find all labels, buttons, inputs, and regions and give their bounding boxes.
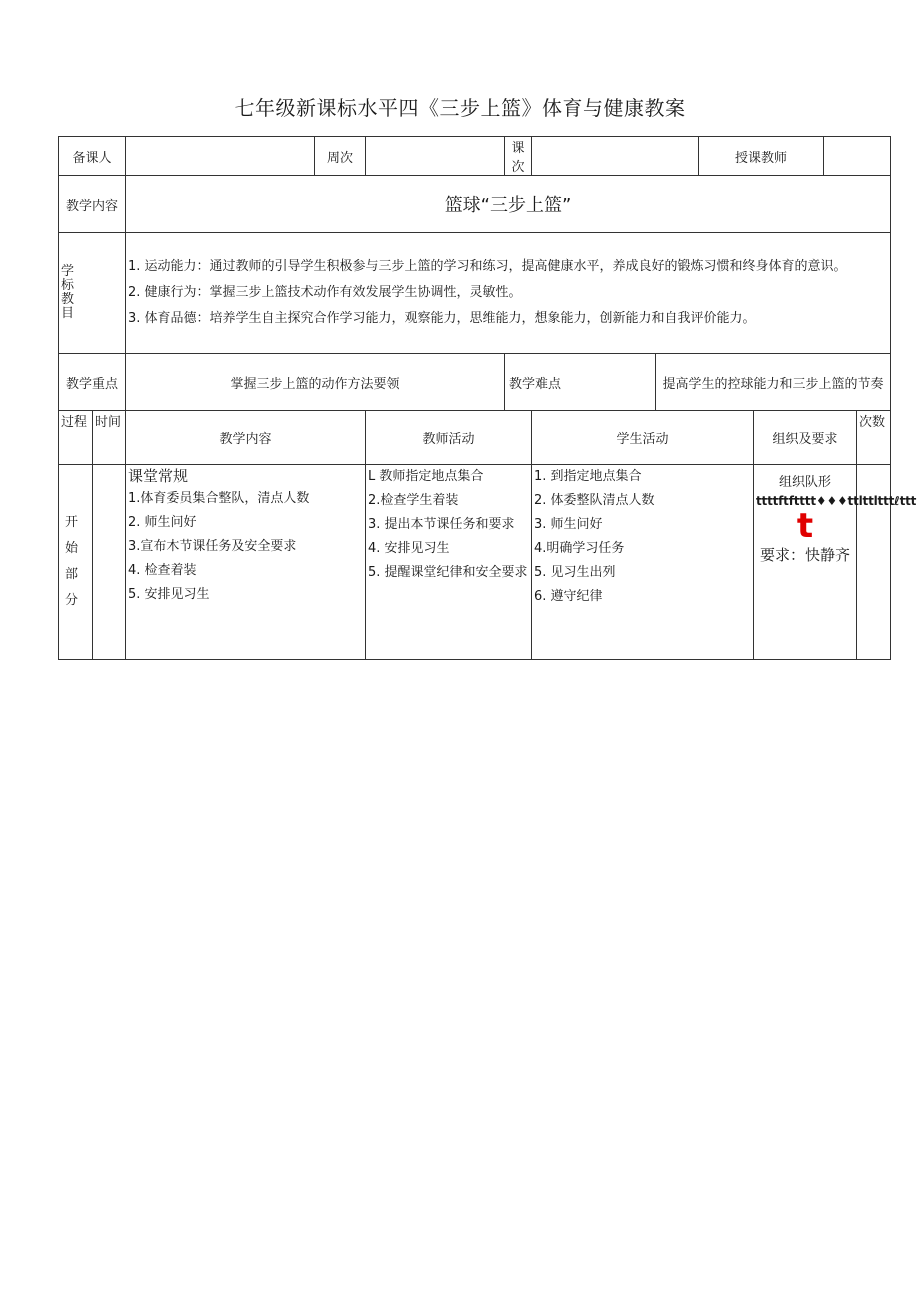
- teacher-item: 4. 安排见习生: [368, 541, 450, 556]
- week-label: 周次: [315, 137, 366, 176]
- col-teacher: 教师活动: [366, 411, 532, 465]
- goals-label: 学标教目: [61, 264, 75, 321]
- start-label-line2: 部分: [64, 567, 86, 608]
- teacher-value[interactable]: [824, 137, 891, 176]
- content-item: 2. 师生问好: [128, 515, 197, 530]
- content-row: [59, 176, 891, 233]
- start-student-cell: [532, 465, 754, 660]
- content-item: 3.宣布木节课任务及安全要求: [128, 539, 297, 554]
- student-item: 1. 到指定地点集合: [534, 469, 642, 484]
- content-head: 课堂常规: [128, 467, 189, 485]
- start-content-cell: [126, 465, 366, 660]
- col-count: 次数: [857, 411, 891, 465]
- student-item: 4.明确学习任务: [534, 541, 625, 556]
- start-label-line1: 开始: [64, 515, 86, 556]
- start-organization-cell: [754, 465, 917, 660]
- content-item: 5. 安排见习生: [128, 587, 210, 602]
- key-points-row: [59, 354, 891, 411]
- goal-item: 3. 体育品德：培养学生自主探究合作学习能力，观察能力，思维能力，想象能力，创新能力和自我评价能力。: [128, 311, 756, 326]
- formation-diagram: ttttftftttt♦♦♦ttlttltttℓttt: [756, 494, 917, 508]
- org-requirement: 要求：快静齐: [760, 546, 851, 564]
- teacher-label: 授课教师: [699, 137, 824, 176]
- student-item: 5. 见习生出列: [534, 565, 616, 580]
- focus-label: 教学重点: [59, 354, 126, 411]
- focus-value: 掌握三步上篮的动作方法要领: [126, 354, 505, 411]
- preparer-label: 备课人: [59, 137, 126, 176]
- goals-label-cell: [59, 233, 126, 354]
- start-label-cell: [59, 465, 93, 660]
- preparer-value[interactable]: [126, 137, 315, 176]
- student-item: 2. 体委整队清点人数: [534, 493, 655, 508]
- content-item: 1.体育委员集合整队，清点人数: [128, 491, 310, 506]
- week-value[interactable]: [366, 137, 505, 176]
- goals-list: [126, 233, 891, 354]
- start-time-cell: [93, 465, 126, 660]
- teacher-item: 5. 提醒课堂纪律和安全要求: [368, 565, 528, 580]
- lesson-plan-table: [58, 136, 917, 660]
- student-item: 3. 师生问好: [534, 517, 603, 532]
- goal-item: 2. 健康行为：掌握三步上篮技术动作有效发展学生协调性，灵敏性。: [128, 285, 522, 300]
- col-organization: 组织及要求: [754, 411, 857, 465]
- col-student: 学生活动: [532, 411, 754, 465]
- lesson-value[interactable]: [532, 137, 699, 176]
- header-row: [59, 137, 891, 176]
- teacher-item: L 教师指定地点集合: [368, 469, 484, 484]
- org-title: 组织队形: [779, 475, 832, 490]
- start-section-row: [59, 465, 891, 660]
- difficulty-label: 教学难点: [505, 354, 656, 411]
- column-header-row: [59, 411, 891, 465]
- teacher-item: 3. 提出本节课任务和要求: [368, 517, 515, 532]
- teacher-marker: t: [796, 506, 814, 546]
- student-item: 6. 遵守纪律: [534, 589, 603, 604]
- col-time: 时间: [93, 411, 126, 465]
- lesson-label: 课次: [505, 137, 532, 176]
- page-title: 七年级新课标水平四《三步上篮》体育与健康教案: [234, 96, 686, 120]
- col-content: 教学内容: [126, 411, 366, 465]
- teacher-item: 2.检查学生着装: [368, 493, 459, 508]
- goals-row: [59, 233, 891, 354]
- goal-item: 1. 运动能力：通过教师的引导学生积极参与三步上篮的学习和练习，提高健康水平，养成良好的锻炼习惯和终身体育的意识。: [128, 259, 847, 274]
- content-label: 教学内容: [59, 176, 126, 233]
- content-item: 4. 检查着装: [128, 563, 197, 578]
- start-teacher-cell: [366, 465, 532, 660]
- col-process: 过程: [59, 411, 93, 465]
- content-value: 篮球“三步上篮”: [126, 176, 891, 233]
- difficulty-value: 提高学生的控球能力和三步上篮的节奏: [656, 354, 891, 411]
